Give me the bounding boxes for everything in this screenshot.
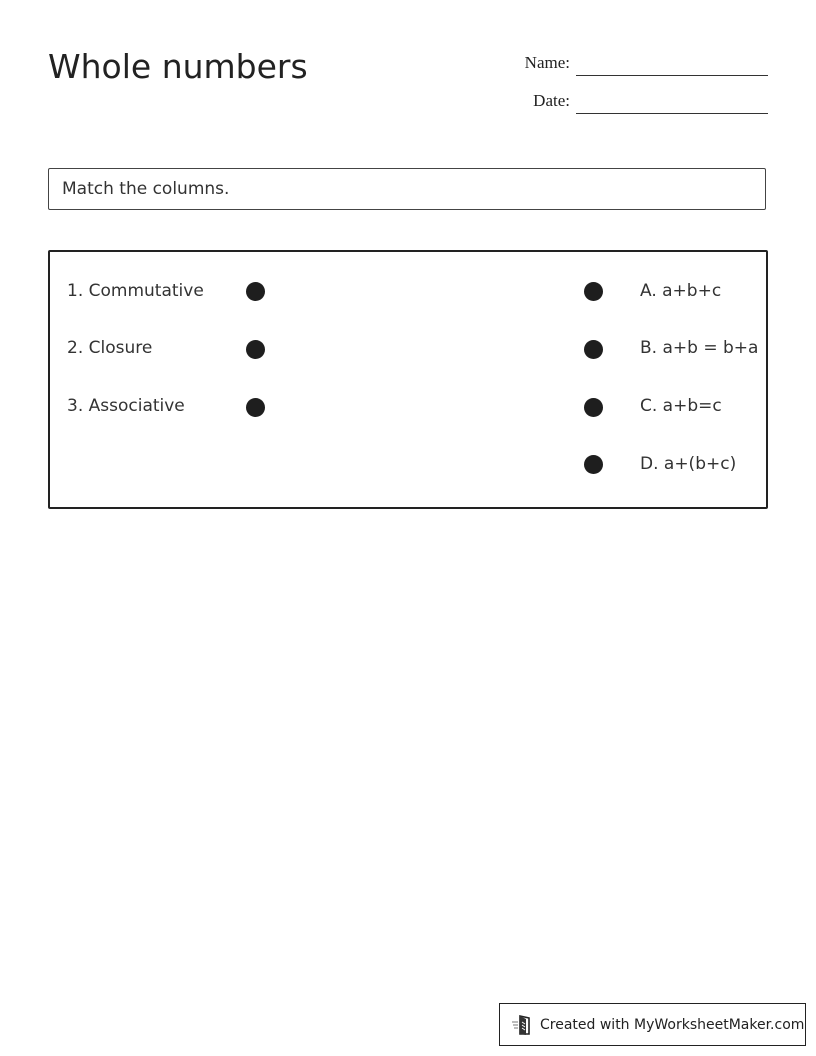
right-dot-d[interactable] bbox=[584, 455, 603, 474]
name-label: Name: bbox=[524, 53, 570, 72]
worksheet-title: Whole numbers bbox=[48, 47, 308, 86]
left-item-3: 3. Associative bbox=[67, 396, 185, 416]
name-blank-line[interactable] bbox=[576, 74, 768, 76]
instructions-box bbox=[48, 168, 766, 210]
left-dot-3[interactable] bbox=[246, 398, 265, 417]
right-item-c: C. a+b=c bbox=[640, 396, 722, 416]
worksheet-logo-icon bbox=[511, 1014, 535, 1036]
left-dot-1[interactable] bbox=[246, 282, 265, 301]
right-dot-c[interactable] bbox=[584, 398, 603, 417]
right-item-a: A. a+b+c bbox=[640, 281, 722, 301]
name-field bbox=[500, 53, 768, 73]
match-columns-box bbox=[48, 250, 768, 509]
left-dot-2[interactable] bbox=[246, 340, 265, 359]
left-item-1: 1. Commutative bbox=[67, 281, 204, 301]
date-label: Date: bbox=[533, 91, 570, 110]
right-item-b: B. a+b = b+a bbox=[640, 338, 759, 358]
date-field bbox=[500, 91, 768, 111]
date-blank-line[interactable] bbox=[576, 112, 768, 114]
instructions-text: Match the columns. bbox=[62, 179, 230, 199]
created-with-badge[interactable] bbox=[499, 1003, 806, 1046]
left-item-2: 2. Closure bbox=[67, 338, 153, 358]
created-with-text: Created with MyWorksheetMaker.com bbox=[540, 1016, 805, 1033]
right-item-d: D. a+(b+c) bbox=[640, 454, 737, 474]
right-dot-a[interactable] bbox=[584, 282, 603, 301]
right-dot-b[interactable] bbox=[584, 340, 603, 359]
